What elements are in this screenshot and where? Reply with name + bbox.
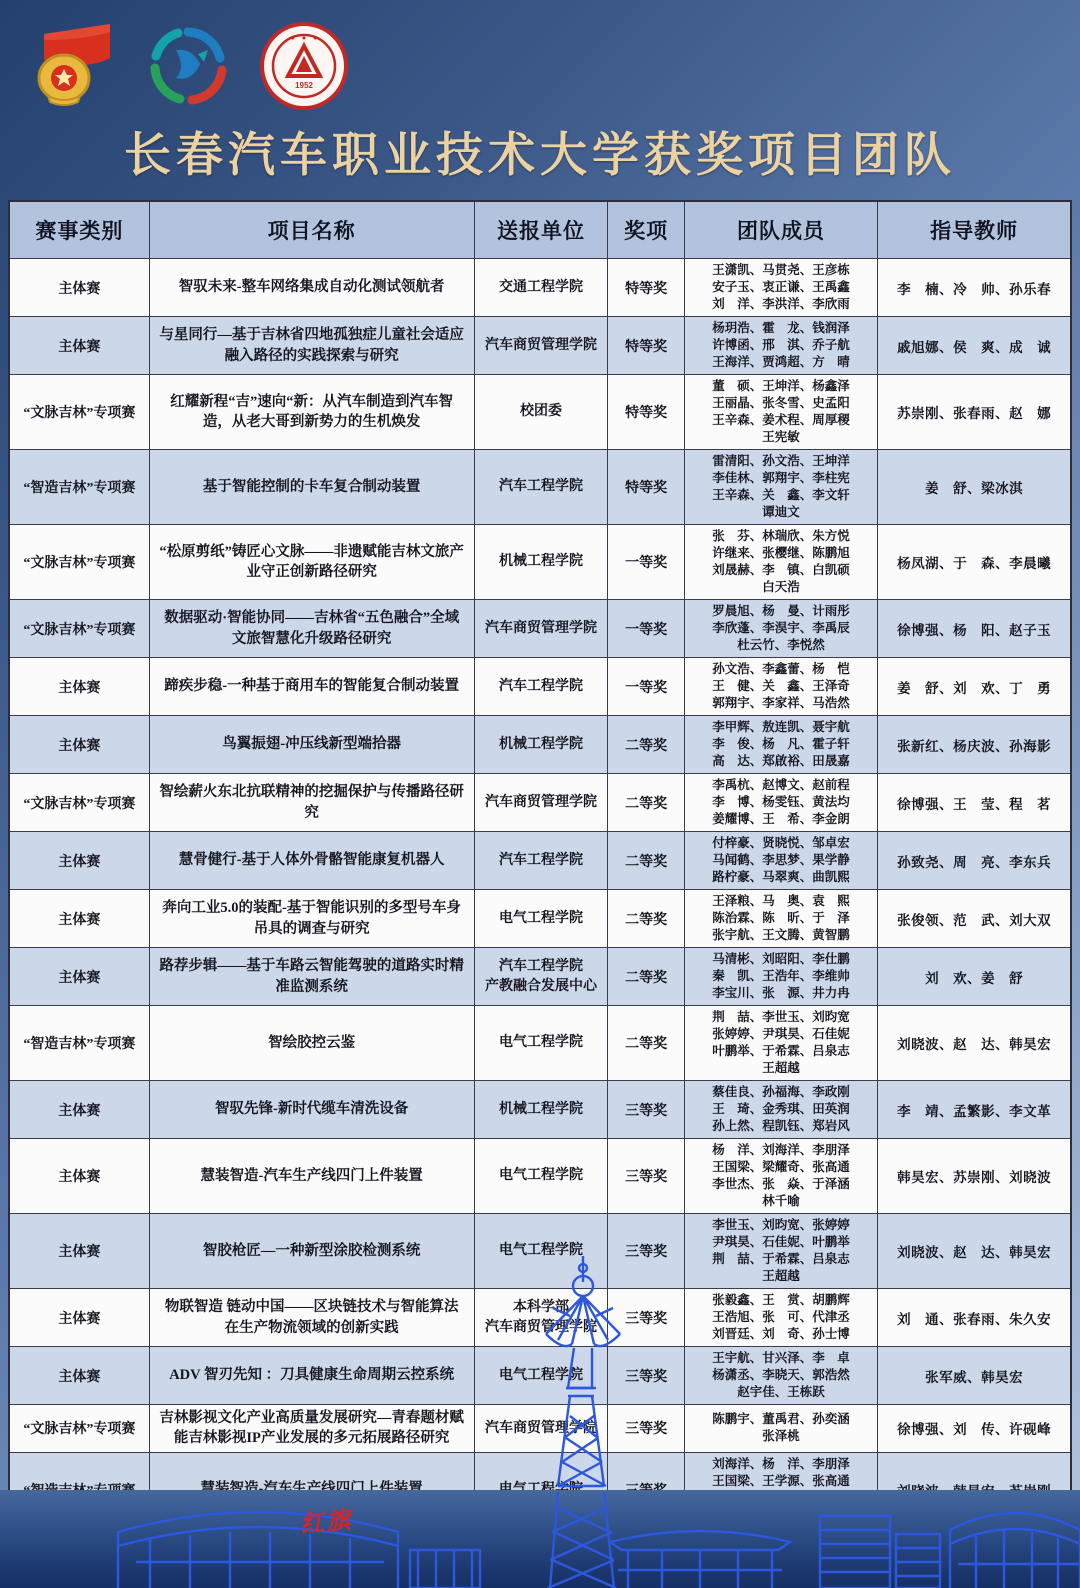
project-name-cell: ADV 智刃先知 ：刀具健康生命周期云控系统 (149, 1347, 474, 1405)
header-banner (0, 0, 1080, 200)
table-row (9, 600, 1071, 658)
category-cell: 主体赛 (9, 832, 149, 890)
advisors-cell: 韩昊宏、苏崇刚、刘晓波 (878, 1139, 1071, 1214)
submitting-unit-cell: 电气工程学院 (474, 1214, 608, 1289)
svg-text:● ● ●: ● ● ● (290, 35, 318, 42)
award-cell: 二等奖 (608, 716, 684, 774)
submitting-unit-cell: 汽车工程学院 (474, 450, 608, 525)
team-members-cell: 李甲辉、敖连凯、聂宇航 李 俊、杨 凡、霍子轩 高 达、郑啟裕、田晟嘉 (684, 716, 877, 774)
submitting-unit-cell: 汽车商贸管理学院 (474, 1405, 608, 1453)
award-cell: 特等奖 (608, 450, 684, 525)
submitting-unit-cell: 机械工程学院 (474, 716, 608, 774)
table-row (9, 1214, 1071, 1289)
table-row (9, 375, 1071, 450)
table-header-row (9, 201, 1071, 259)
award-cell: 一等奖 (608, 525, 684, 600)
university-seal-icon (258, 20, 350, 112)
header-project: 项目名称 (149, 201, 474, 259)
competition-swirl-logo-icon (146, 24, 230, 108)
award-cell: 三等奖 (608, 1139, 684, 1214)
project-name-cell: 路荐步辑——基于车路云智能驾驶的道路实时精准监测系统 (149, 948, 474, 1006)
award-cell: 三等奖 (608, 1347, 684, 1405)
table-row (9, 259, 1071, 317)
team-members-cell: 孙文浩、李鑫蕾、杨 恺 王 健、关 鑫、王泽奇 郭翔宇、李家祥、马浩然 (684, 658, 877, 716)
project-name-cell: 基于智能控制的卡车复合制动装置 (149, 450, 474, 525)
submitting-unit-cell: 电气工程学院 (474, 1139, 608, 1214)
category-cell: 主体赛 (9, 890, 149, 948)
team-members-cell: 荆 喆、李世玉、刘昀宽 张婷婷、尹琪昊、石佳妮 叶鹏举、于希霖、吕泉志 王超越 (684, 1006, 877, 1081)
submitting-unit-cell: 电气工程学院 (474, 1347, 608, 1405)
project-name-cell: 慧骨健行-基于人体外骨骼智能康复机器人 (149, 832, 474, 890)
table-row (9, 948, 1071, 1006)
category-cell: “文脉吉林”专项赛 (9, 375, 149, 450)
category-cell: “文脉吉林”专项赛 (9, 774, 149, 832)
advisors-cell: 刘 欢、姜 舒 (878, 948, 1071, 1006)
award-cell: 一等奖 (608, 658, 684, 716)
project-name-cell: 智胶枪匠—一种新型涂胶检测系统 (149, 1214, 474, 1289)
team-members-cell: 张毅鑫、王 赏、胡鹏辉 王浩旭、张 可、代津丞 刘晋廷、刘 奇、孙士博 (684, 1289, 877, 1347)
table-body (9, 259, 1071, 1528)
submitting-unit-cell: 汽车商贸管理学院 (474, 317, 608, 375)
category-cell: “文脉吉林”专项赛 (9, 600, 149, 658)
project-name-cell: 红耀新程“吉”速向“新：从汽车制造到汽车智造，从老大哥到新势力的生机焕发 (149, 375, 474, 450)
award-cell: 一等奖 (608, 600, 684, 658)
table-row (9, 658, 1071, 716)
advisors-cell: 姜 舒、梁冰淇 (878, 450, 1071, 525)
project-name-cell: 智绘薪火东北抗联精神的挖掘保护与传播路径研究 (149, 774, 474, 832)
footer-skyline (0, 1490, 1080, 1588)
project-name-cell: 物联智造 链动中国——区块链技术与智能算法在生产物流领域的创新实践 (149, 1289, 474, 1347)
submitting-unit-cell: 机械工程学院 (474, 525, 608, 600)
team-members-cell: 李世玉、刘昀宽、张婷婷 尹琪昊、石佳妮、叶鹏举 荆 喆、于希霖、吕泉志 王超越 (684, 1214, 877, 1289)
project-name-cell: 蹄疾步稳-一种基于商用车的智能复合制动装置 (149, 658, 474, 716)
advisors-cell: 苏崇刚、张春雨、赵 娜 (878, 375, 1071, 450)
submitting-unit-cell: 汽车工程学院 (474, 832, 608, 890)
advisors-cell: 孙致尧、周 亮、李东兵 (878, 832, 1071, 890)
project-name-cell: 吉林影视文化产业高质量发展研究—青春题材赋能吉林影视IP产业发展的多元拓展路径研究 (149, 1405, 474, 1453)
project-name-cell: 智绘胶控云鉴 (149, 1006, 474, 1081)
advisors-cell: 张军威、韩昊宏 (878, 1347, 1071, 1405)
category-cell: 主体赛 (9, 259, 149, 317)
award-cell: 特等奖 (608, 375, 684, 450)
advisors-cell: 徐博强、王 莹、程 茗 (878, 774, 1071, 832)
submitting-unit-cell: 电气工程学院 (474, 890, 608, 948)
project-name-cell: 数据驱动·智能协同——吉林省“五色融合”全域文旅智慧化升级路径研究 (149, 600, 474, 658)
award-cell: 特等奖 (608, 317, 684, 375)
award-cell: 二等奖 (608, 832, 684, 890)
table-row (9, 525, 1071, 600)
header-teachers: 指导教师 (878, 201, 1071, 259)
advisors-cell: 姜 舒、刘 欢、丁 勇 (878, 658, 1071, 716)
team-members-cell: 王潇凯、马贯尧、王彦栋 安子玉、衷正谦、王禹鑫 刘 洋、李洪洋、李欣雨 (684, 259, 877, 317)
category-cell: 主体赛 (9, 658, 149, 716)
hongqi-script-label: 红旗 (299, 1507, 354, 1539)
logo-row (30, 20, 350, 112)
awards-table (8, 200, 1072, 1529)
submitting-unit-cell: 汽车工程学院 产教融合发展中心 (474, 948, 608, 1006)
advisors-cell: 徐博强、杨 阳、赵子玉 (878, 600, 1071, 658)
award-cell: 三等奖 (608, 1214, 684, 1289)
table-row (9, 317, 1071, 375)
submitting-unit-cell: 电气工程学院 (474, 1006, 608, 1081)
table-row (9, 890, 1071, 948)
team-members-cell: 马清彬、刘昭阳、李仕鹏 秦 凯、王浩年、李维帅 李宝川、张 源、井力冉 (684, 948, 877, 1006)
award-cell: 二等奖 (608, 948, 684, 1006)
category-cell: “文脉吉林”专项赛 (9, 525, 149, 600)
header-category: 赛事类别 (9, 201, 149, 259)
project-name-cell: 智驭先锋-新时代缆车清洗设备 (149, 1081, 474, 1139)
team-members-cell: 刘海洋、杨 洋、李朋泽 王国梁、王学源、张高通 (684, 1452, 877, 1528)
city-skyline-lineart-icon (0, 1490, 1080, 1588)
submitting-unit-cell: 交通工程学院 (474, 259, 608, 317)
advisors-cell: 张俊领、范 武、刘大双 (878, 890, 1071, 948)
team-members-cell: 王宇航、甘兴泽、李 卓 杨潇丞、李晓天、郭浩然 赵宇佳、王栋跃 (684, 1347, 877, 1405)
team-members-cell: 张 芬、林瑞欣、朱方悦 许继来、张樱继、陈鹏旭 刘晟赫、李 镇、白凯硕 白天浩 (684, 525, 877, 600)
advisors-cell: 刘晓波、赵 达、韩昊宏 (878, 1214, 1071, 1289)
table-row (9, 1347, 1071, 1405)
category-cell: 主体赛 (9, 1289, 149, 1347)
category-cell: “文脉吉林”专项赛 (9, 1405, 149, 1453)
advisors-cell: 徐博强、刘 传、许砚峰 (878, 1405, 1071, 1453)
advisors-cell: 杨凤湖、于 森、李晨曦 (878, 525, 1071, 600)
submitting-unit-cell: 汽车商贸管理学院 (474, 600, 608, 658)
submitting-unit-cell: 本科学部 汽车商贸管理学院 (474, 1289, 608, 1347)
page-title: 长春汽车职业技术大学获奖项目团队 (124, 130, 956, 182)
team-members-cell: 付梓豪、贤晓悦、邹卓宏 马闻鹤、李思梦、果学静 路柠豪、马翠爽、曲凯熙 (684, 832, 877, 890)
seal-year: 1952 (295, 81, 313, 90)
advisors-cell: 戚旭娜、侯 爽、成 诚 (878, 317, 1071, 375)
advisors-cell: 李 楠、冷 帅、孙乐春 (878, 259, 1071, 317)
category-cell: 主体赛 (9, 1081, 149, 1139)
project-name-cell: 鸟翼振翅-冲压线新型端拾器 (149, 716, 474, 774)
team-members-cell: 董 硕、王坤洋、杨鑫泽 王丽晶、张冬雪、史孟阳 王辛森、姜术程、周厚稷 王宪敏 (684, 375, 877, 450)
award-cell: 二等奖 (608, 890, 684, 948)
table-row (9, 832, 1071, 890)
advisors-cell: 李 靖、孟繁影、李文革 (878, 1081, 1071, 1139)
award-cell: 三等奖 (608, 1405, 684, 1453)
award-cell: 三等奖 (608, 1289, 684, 1347)
project-name-cell: 与星同行—基于吉林省四地孤独症儿童社会适应融入路径的实践探索与研究 (149, 317, 474, 375)
team-members-cell: 蔡佳良、孙福海、李政刚 王 琦、金秀琪、田英润 孙上然、程凯钰、郑岩风 (684, 1081, 877, 1139)
submitting-unit-cell: 校团委 (474, 375, 608, 450)
team-members-cell: 杨 洋、刘海洋、李朋泽 王国梁、梁耀奇、张高通 李世杰、张 焱、于泽涵 林千喻 (684, 1139, 877, 1214)
advisors-cell: 刘晓波、赵 达、韩昊宏 (878, 1006, 1071, 1081)
submitting-unit-cell: 汽车工程学院 (474, 658, 608, 716)
team-members-cell: 杨玥浩、霍 龙、钱润泽 许博函、邢 淇、乔子航 王海洋、贾鸿超、方 晴 (684, 317, 877, 375)
award-cell: 二等奖 (608, 1006, 684, 1081)
table-row (9, 1289, 1071, 1347)
header-unit: 送报单位 (474, 201, 608, 259)
advisors-cell: 张新红、杨庆波、孙海影 (878, 716, 1071, 774)
project-name-cell: “松原剪纸”铸匠心文脉——非遗赋能吉林文旅产业守正创新路径研究 (149, 525, 474, 600)
category-cell: 主体赛 (9, 317, 149, 375)
table-row (9, 1405, 1071, 1453)
team-members-cell: 王泽粮、马 奥、袁 熙 陈治霖、陈 昕、于 泽 张宇航、王文腾、黄智鹏 (684, 890, 877, 948)
category-cell: “智造吉林”专项赛 (9, 450, 149, 525)
submitting-unit-cell: 机械工程学院 (474, 1081, 608, 1139)
team-members-cell: 李禹杭、赵博文、赵前程 李 博、杨雯钰、黄法均 姜耀博、王 希、李金朗 (684, 774, 877, 832)
project-name-cell: 智驭未来-整车网络集成自动化测试领航者 (149, 259, 474, 317)
award-cell: 二等奖 (608, 774, 684, 832)
category-cell: “智造吉林”专项赛 (9, 1006, 149, 1081)
header-members: 团队成员 (684, 201, 877, 259)
team-members-cell: 陈鹏宇、董禹君、孙奕涵 张泽桃 (684, 1405, 877, 1453)
table-row (9, 716, 1071, 774)
award-cell: 特等奖 (608, 259, 684, 317)
project-name-cell: 奔向工业5.0的装配-基于智能识别的多型号车身吊具的调查与研究 (149, 890, 474, 948)
table-row (9, 450, 1071, 525)
header-award: 奖项 (608, 201, 684, 259)
submitting-unit-cell: 汽车商贸管理学院 (474, 774, 608, 832)
table-row (9, 774, 1071, 832)
youth-league-emblem-icon (30, 20, 118, 112)
team-members-cell: 罗晨旭、杨 曼、计雨彤 李欣蓬、李淏宇、李禹辰 杜云竹、李悦然 (684, 600, 877, 658)
award-cell: 三等奖 (608, 1081, 684, 1139)
table-row (9, 1081, 1071, 1139)
category-cell: 主体赛 (9, 1139, 149, 1214)
table-row (9, 1139, 1071, 1214)
category-cell: 主体赛 (9, 1347, 149, 1405)
project-name-cell: 慧装智造-汽车生产线四门上件装置 (149, 1139, 474, 1214)
category-cell: 主体赛 (9, 948, 149, 1006)
advisors-cell: 刘 通、张春雨、朱久安 (878, 1289, 1071, 1347)
category-cell: 主体赛 (9, 1214, 149, 1289)
table-row (9, 1006, 1071, 1081)
team-members-cell: 雷清阳、孙文浩、王坤洋 李佳林、郭翔宇、李柱宪 王辛森、关 鑫、李文轩 谭迪文 (684, 450, 877, 525)
category-cell: 主体赛 (9, 716, 149, 774)
